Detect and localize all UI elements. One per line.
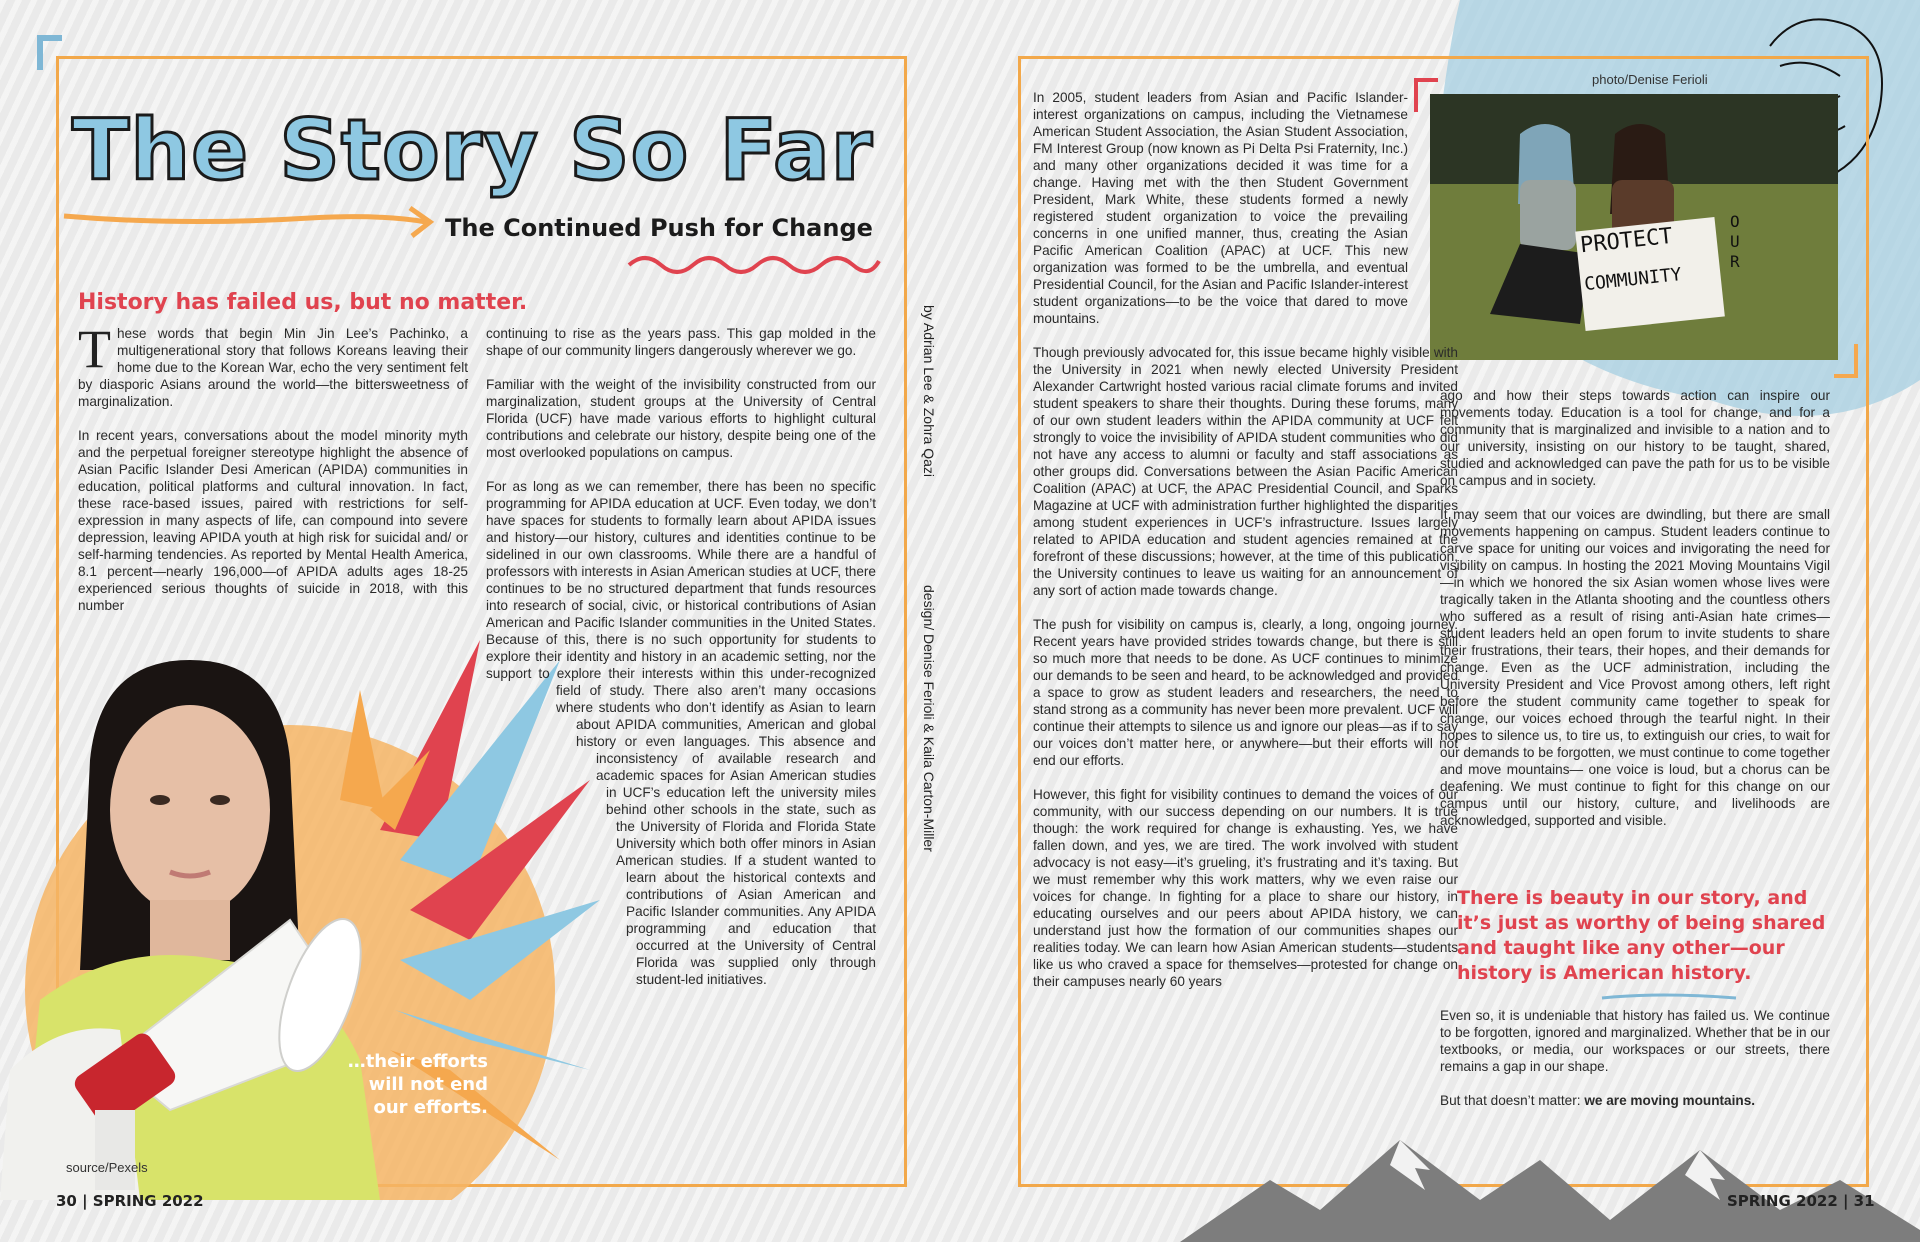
left-column-1	[78, 319, 468, 631]
paragraph: ago and how their steps towards action can inspire our movements today. Education is a tool for change, and for a community that is marginalized and invisible to a nation and to our university, insisting on our history to be taught, shared, studied and acknowledged can pave the path for us to be visible on campus and in society.	[1440, 388, 1830, 488]
page-title: The Story So Far	[72, 101, 874, 199]
paragraph: In 2005, student leaders from Asian and Pacific Islander-interest organizations on campus, including the Vietnamese American Student Association, the Asian Student Association, FM Interest Group (now known as Pi Delta Psi Fraternity, Inc.) and many other organizations decided it was time for a change. Having met with the then Student Government President, Mark White, these students formed a newly registered student organization to voice the prevailing concerns in one unified manner, thus, creating the Asian Pacific American Coalition (APAC) at UCF. This new organization was formed to be the umbrella, and eventual Presidential Council, for the Asian and Pacific Islander-interest student organizations—to be the voice that dared to move mountains.	[1033, 90, 1408, 326]
design-credit: design/ Denise Ferioli & Kaila Carton-Miller	[921, 585, 937, 852]
paragraph: The push for visibility on campus is, clearly, a long, ongoing journey. Recent years have provided strides towards change, but there is still so much more that needs to be done. As UCF continues to minimize our demands to be seen and heard, to be acknowledged and provided a space to grow as student leaders and researchers, the need to stand strong as a community has never been more prevalent. UCF will continue their attempts to silence us and ignore our pleas—as if to say our voices don’t matter here, or anywhere—but their efforts will not end our efforts.	[1033, 617, 1458, 768]
paragraph: It may seem that our voices are dwindling, but there are small movements happening on campus. Student leaders continue to carve space for uniting our voices and invigorating the need for visibility on campus. In hosting the 2021 Moving Mountains Vigil—in which we honored the six Asian women whose lives were tragically taken in the Atlanta shooting and the countless others who suffered as a result of rising anti-Asian hate crimes—student leaders held an open forum to invite students to share their frustrations, their tears, their hopes, and their demands for change. Even as the UCF administration, including the University President and Vice Provost among others, left right before the student community came together to speak for change, our voices echoed through the tearful night. In their hopes to silence us, to tire us, to extinguish our cries, to wait for our demands to be forgotten, we must continue to come together and move mountains— one voice is loud, but a chorus can be deafening. We must continue to fight for this change on our campus until our history, culture, and livelihoods are acknowledged, supported and visible.	[1440, 507, 1830, 828]
right-column-2	[1440, 387, 1830, 846]
right-column-2-end	[1440, 1007, 1830, 1126]
arrow-decoration	[60, 196, 440, 246]
paragraph: However, this fight for visibility continues to demand the voices of our community, with our success depending on our numbers. It is true though: the work required for change is exhausting. Yes, we have fallen down, and yes, we are tired. The work involved with student advocacy is not easy—it’s grueling, it’s frustrating and it’s taxing. But we must remember why this work matters, why we even raise our voices for change. In fighting for a place to share our history, in educating ourselves and our peers about APIDA history, we can understand just how the formation of our communities shapes our realities today. We can learn how Asian American students—students like us who craved a space for themselves—protested for change on their campuses nearly 60 years	[1033, 787, 1458, 989]
pull-quote-left: …their efforts will not end our efforts.	[347, 1051, 488, 1118]
paragraph: Familiar with the weight of the invisibility constructed from our marginalization, student groups at the University of Central Florida (UCF) have made various efforts to highlight cultural contributions and celebrate our history, despite being one of the most overlooked populations on campus.	[486, 377, 876, 460]
paragraph: Though previously advocated for, this issue became highly visible with the University in 2021 when newly elected University President Alexander Cartwright hosted various racial climate forums and invited student speakers to share their thoughts. During these forums, many of our own student leaders within the APIDA community at UCF felt strongly to voice the invisibility of APIDA student communities who did not have any access to alumni or faculty and staff associations as other groups did. Conversations between the Asian Pacific American Coalition (APAC) at UCF, the APAC Presidential Council, and Sparks Magazine at UCF with administration further highlighted the disparities among student experiences in UCF’s infrastructure. Issues largely related to APIDA education and student agencies remained at the forefront of these discussions; however, at the time of this publication, the University continues to leave us waiting for an announcement of any sort of action made towards change.	[1033, 345, 1458, 598]
paragraph: In recent years, conversations about the model minority myth and the perpetual foreigner stereotype highlight the absence of Asian Pacific Islander Desi American (APIDA) communities in education, political platforms and cultural innovation. In fact, these race-based issues, paired with restrictions for self-expression in many aspects of life, can compound into severe depression, leaving APIDA youth at high risk for suicidal and/ or self-harming tendencies. As reported by Mental Health America, 8.1 percent—nearly 196,000—of APIDA adults ages 18-25 experienced serious thoughts of suicide in 2018, with this number	[78, 428, 468, 613]
photo-credit-left: source/Pexels	[66, 1160, 148, 1175]
photo-credit-right: photo/Denise Ferioli	[1592, 72, 1708, 87]
page-number-right: SPRING 2022 | 31	[1727, 1192, 1875, 1210]
pull-quote-underline	[1600, 990, 1740, 1004]
closing-emphasis: we are moving mountains.	[1584, 1093, 1756, 1108]
paragraph: continuing to rise as the years pass. This gap molded in the shape of our community lingers dangerously wherever we go.	[486, 326, 876, 358]
squiggle-underline	[625, 247, 885, 277]
pull-quote-right: There is beauty in our story, and it’s just as worthy of being shared and taught like any other—our history is American history.	[1457, 887, 1826, 984]
paragraph: For as long as we can remember, there has been no specific programming for APIDA education at UCF. Even today, we don’t have spaces for students to formally learn about APIDA issues and history—our history, cultures and identities continue to be sidelined in our own classrooms. While there are a handful of professors with interests in Asian American studies at UCF, there continues to be no structured department that funds resources into research of social, civic, or historical contributions of Asian American and Pacific Islander communities in the United States. Because of this, there is no such opportunity for students to explore their identity and history in an academic setting, nor the support to explore their interests within this under-recognized field of study. There also aren’t many occasions where students who don’t identify as Asian to learn about APIDA communities, American and global history or even languages. This absence and inconsistency of available research and academic spaces for Asian American studies in UCF’s education left the university miles behind other schools in the state, such as the University of Florida and Florida State University which both offer minors in Asian American studies. If a student wanted to learn about the historical contexts and contributions of Asian American and Pacific Islander communities. Any APIDA programming and education that occurred at the University of Central Florida was supplied only through student-led initiatives.	[486, 479, 876, 987]
protest-sign: PROTECT COMMUNITY	[1579, 223, 1683, 296]
paragraph: These words that begin Min Jin Lee’s Pachinko, a multigenerational story that follows Koreans leaving their home due to the Korean War, echo the very sentiment felt by diasporic Asians around the world—the bittersweetness of marginalization.	[78, 319, 468, 409]
byline: by Adrian Lee & Zohra Qazi	[921, 305, 937, 477]
page-number-left: 30 | SPRING 2022	[56, 1192, 204, 1210]
right-column-1	[1033, 89, 1458, 1007]
kicker-headline: History has failed us, but no matter.	[78, 290, 528, 315]
mountains-graphic	[1180, 1120, 1920, 1242]
subtitle: The Continued Push for Change	[445, 214, 873, 242]
paragraph: But that doesn’t matter: we are moving mountains.	[1440, 1093, 1756, 1108]
protest-sign-vertical-word: OUR	[1730, 212, 1740, 271]
drop-cap: T	[78, 319, 111, 379]
left-column-2	[486, 325, 876, 1199]
protest-photo	[1430, 94, 1838, 360]
paragraph: Even so, it is undeniable that history has failed us. We continue to be forgotten, ignored and marginalized. Whether that be in our textbooks, or media, our workspaces or our streets, there remains a gap in our shape.	[1440, 1008, 1830, 1074]
